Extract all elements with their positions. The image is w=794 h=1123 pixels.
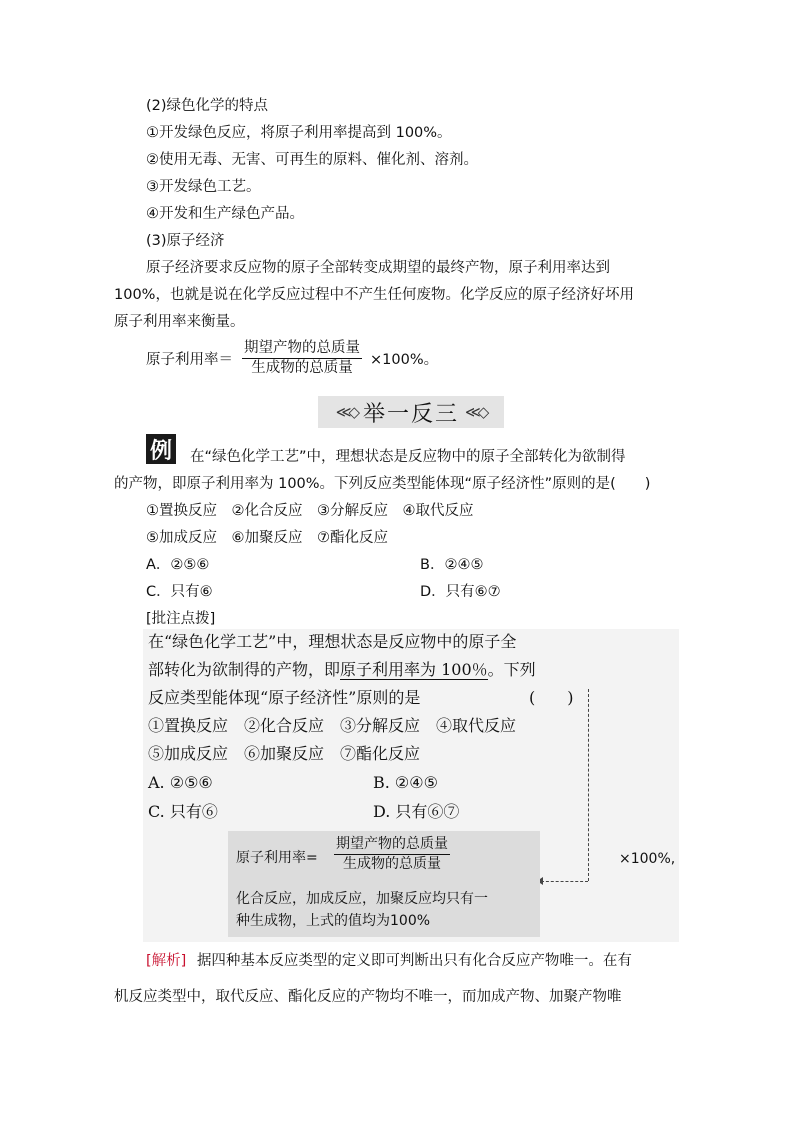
banner-title: 举一反三 — [362, 401, 459, 427]
section-heading-2: (2)绿色化学的特点 — [146, 98, 269, 114]
feature-point-4: ④开发和生产绿色产品。 — [146, 206, 304, 222]
annotation-options-row-2: ⑤加成反应 ⑥加聚反应 ⑦酯化反应 — [148, 744, 421, 763]
choice-b: B．②④⑤ — [420, 557, 484, 573]
formula-suffix: ×100%。 — [370, 352, 439, 368]
callout-dashed-connector — [541, 881, 588, 882]
annotation-choice-a: A. ②⑤⑥ — [148, 773, 213, 792]
annotation-choice-b: B. ②④⑤ — [373, 773, 438, 792]
feature-point-1: ①开发绿色反应，将原子利用率提高到 100%。 — [146, 125, 452, 141]
annotation-choice-d: D. 只有⑥⑦ — [373, 802, 460, 821]
annotation-line-2 — [148, 659, 536, 681]
callout-numerator: 期望产物的总质量 — [334, 835, 450, 855]
double-chevron-left-icon: ≪◇ — [335, 403, 357, 421]
annotation-line-2b: 。下列 — [487, 660, 536, 679]
formula-fraction — [242, 339, 362, 378]
question-line-1: 在“绿色化学工艺”中，理想状态是反应物中的原子全部转化为欲制得 — [190, 449, 626, 465]
callout-formula-suffix: ×100%, — [619, 851, 676, 867]
formula-numerator: 期望产物的总质量 — [242, 339, 362, 359]
callout-formula-fraction — [334, 835, 450, 874]
analysis-line-1 — [146, 951, 632, 971]
analysis-tag: [解析] — [146, 953, 187, 969]
options-row-1: ①置换反应 ②化合反应 ③分解反应 ④取代反应 — [146, 503, 474, 519]
callout-line-2: 化合反应，加成反应，加聚反应均只有一 — [236, 891, 488, 907]
annotation-choice-c: C. 只有⑥ — [148, 802, 218, 821]
feature-point-2: ②使用无毒、无害、可再生的原料、催化剂、溶剂。 — [146, 152, 478, 168]
section-heading-3: (3)原子经济 — [146, 233, 225, 249]
options-row-2: ⑤加成反应 ⑥加聚反应 ⑦酯化反应 — [146, 530, 388, 546]
paragraph-line-1: 原子经济要求反应物的原子全部转变成期望的最终产物，原子利用率达到 — [146, 260, 610, 276]
annotation-underlined-text: 原子利用率为 100％ — [340, 660, 488, 679]
choice-a: A．②⑤⑥ — [146, 557, 210, 573]
formula-denominator: 生成物的总质量 — [251, 360, 353, 376]
callout-line-3: 种生成物，上式的值均为100% — [236, 913, 431, 929]
question-line-2: 的产物，即原子利用率为 100%。下列反应类型能体现“原子经济性”原则的是( ) — [114, 476, 651, 492]
annotation-line-2a: 部转化为欲制得的产物，即 — [148, 660, 341, 679]
analysis-text-1: 据四种基本反应类型的定义即可判断出只有化合反应产物唯一。在有 — [196, 953, 632, 969]
paragraph-line-3: 原子利用率来衡量。 — [114, 314, 245, 330]
example-badge: 例 — [146, 434, 176, 464]
annotation-callout-box — [228, 831, 540, 937]
double-chevron-right-icon: ≪◇ — [465, 403, 487, 421]
annotation-line-1: 在“绿色化学工艺”中，理想状态是反应物中的原子全 — [148, 632, 517, 651]
annotation-options-row-1: ①置换反应 ②化合反应 ③分解反应 ④取代反应 — [148, 716, 517, 735]
annotation-panel — [143, 629, 679, 942]
paragraph-line-2: 100%，也就是说在化学反应过程中不产生任何废物。化学反应的原子经济好坏用 — [114, 287, 634, 303]
annotation-line-3: 反应类型能体现“原子经济性”原则的是 — [148, 688, 421, 707]
choice-c: C．只有⑥ — [146, 584, 213, 600]
choice-d: D．只有⑥⑦ — [420, 584, 501, 600]
section-banner — [318, 396, 504, 428]
annotation-answer-paren: ( ) — [529, 688, 574, 707]
analysis-line-2: 机反应类型中，取代反应、酯化反应的产物均不唯一，而加成产物、加聚产物唯 — [114, 989, 622, 1005]
annotation-label: [批注点拨] — [146, 611, 216, 627]
feature-point-3: ③开发绿色工艺。 — [146, 179, 261, 195]
formula-prefix: 原子利用率＝ — [146, 352, 233, 368]
callout-dashed-line — [588, 689, 589, 881]
callout-formula-prefix: 原子利用率= — [236, 850, 318, 866]
callout-denominator: 生成物的总质量 — [343, 856, 441, 872]
